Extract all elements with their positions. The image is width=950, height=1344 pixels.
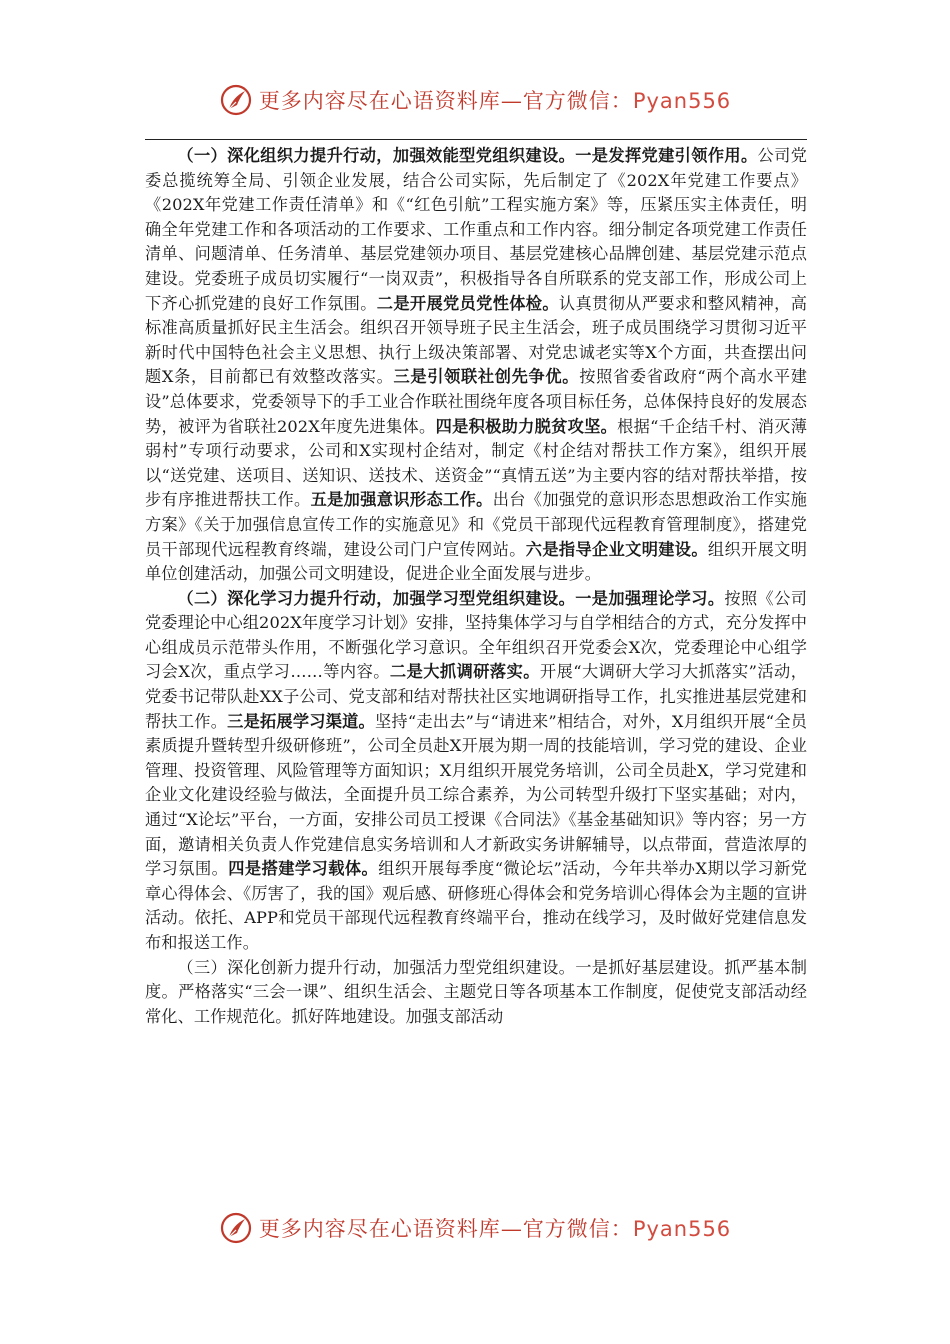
paragraph-section-3 [145,956,807,1030]
bold-heading-run: 二是大抓调研落实。 [389,662,540,682]
text-run: 认真贯彻从严要求和整风精神，高标准高质量抓好民主生活会。组织召开领导班子民主生活会，班子成员围绕学习贯彻习近平新时代中国特色社会主义思想、执行上级决策部署、对党忠诚老实等X个方面，共查摆出问题X条，目前都已有效整改落实。 [145,293,807,387]
document-body [145,144,807,1029]
header-site-name: 更多内容尽在心语资料库 [258,89,501,113]
header-wechat-label: 官方微信： [522,89,633,113]
header-banner [0,80,950,120]
footer-separator: — [500,1217,523,1241]
footer-site-name: 更多内容尽在心语资料库 [258,1217,501,1241]
paragraph-section-2 [145,587,807,956]
quill-logo-icon [219,83,253,117]
header-separator: — [500,89,523,113]
bold-heading-run: 五是加强意识形态工作。 [310,490,493,510]
footer-banner [0,1208,950,1248]
bold-heading-run: 二是开展党员党性体检。 [376,293,559,313]
text-run: 出台《加强党的意识形态思想政治工作实施方案》《关于加强信息宣传工作的实施意见》和《党员干部现代远程教育管理制度》，搭建党员干部现代远程教育终端，建设公司门户宣传网站。 [145,490,807,559]
text-run: 按照省委省政府“两个高水平建设”总体要求，党委领导下的手工业合作联社围绕年度各项目标任务，总体保持良好的发展态势，被评为省联社202X年度先进集体。 [145,367,807,436]
text-run: 公司党委总揽统筹全局、引领企业发展，结合公司实际，先后制定了《202X年党建工作要点》《202X年党建工作责任清单》和《“红色引航”工程实施方案》等，压紧压实主体责任，明确全年党建工作和各项活动的工作要求、工作重点和工作内容。细分制定各项党建工作责任清单、问题清单、任务清单、基层党建领办项目、基层党建核心品牌创建、基层党建示范点建设。党委班子成员切实履行“一岗双责”，积极指导各自所联系的党支部工作，形成公司上下齐心抓党建的良好工作氛围。 [145,146,807,313]
footer-text [259,1213,731,1243]
text-run: （三）深化创新力提升行动，加强活力型党组织建设。一是抓好基层建设。抓严基本制度。严格落实“三会一课”、组织生活会、主题党日等各项基本工作制度，促使党支部活动经常化、工作规范化。抓好阵地建设。加强支部活动 [145,957,807,1026]
bold-heading-run: （二）深化学习力提升行动，加强学习型党组织建设。一是加强理论学习。 [177,588,725,608]
text-run: 根据“千企结千村、消灭薄弱村”专项行动要求，公司和X实现村企结对，制定《村企结对帮扶工作方案》，组织开展以“送党建、送项目、送知识、送技术、送资金”“真情五送”为主要内容的结对帮扶举措，按步有序推进帮扶工作。 [145,416,807,510]
header-divider [145,139,807,140]
text-run: 组织开展每季度“微论坛”活动，今年共举办X期以学习新党章心得体会、《厉害了，我的国》观后感、研修班心得体会和党务培训心得体会为主题的宣讲活动。依托、APP和党员干部现代远程教育终端平台，推动在线学习，及时做好党建信息发布和报送工作。 [145,859,808,952]
bold-heading-run: 三是拓展学习渠道。 [227,711,375,731]
bold-heading-run: （一）深化组织力提升行动，加强效能型党组织建设。一是发挥党建引领作用。 [177,146,758,165]
bold-heading-run: 六是指导企业文明建设。 [525,539,708,559]
header-text [259,85,731,115]
quill-logo-icon [219,1211,253,1245]
footer-wechat-label: 官方微信： [522,1217,633,1241]
footer-wechat-id: Pyan556 [632,1217,732,1241]
bold-heading-run: 三是引领联社创先争优。 [393,367,580,387]
text-run: 开展“大调研大学习大抓落实”活动，党委书记带队赴XX子公司、党支部和结对帮扶社区实地调研指导工作，扎实推进基层党建和帮扶工作。 [145,662,807,731]
header-wechat-id: Pyan556 [632,89,732,113]
bold-heading-run: 四是搭建学习载体。 [228,859,379,879]
text-run: 按照《公司党委理论中心组202X年度学习计划》安排，坚持集体学习与自学相结合的方式，充分发挥中心组成员示范带头作用，不断强化学习意识。全年组织召开党委会X次，党委理论中心组学习会X次，重点学习……等内容。 [145,588,807,682]
bold-heading-run: 四是积极助力脱贫攻坚。 [435,416,618,436]
paragraph-section-1 [145,144,807,587]
text-run: 组织开展文明单位创建活动，加强公司文明建设，促进企业全面发展与进步。 [145,539,807,584]
text-run: 坚持“走出去”与“请进来”相结合，对外，X月组织开展“全员素质提升暨转型升级研修班”，公司全员赴X开展为期一周的技能培训，学习党的建设、企业管理、投资管理、风险管理等方面知识；X月组织开展党务培训，公司全员赴X，学习党建和企业文化建设经验与做法，全面提升员工综合素养，为公司转型升级打下坚实基础；对内，通过“X论坛”平台，一方面，安排公司员工授课《合同法》《基金基础知识》等内容；另一方面，邀请相关负责人作党建信息实务培训和人才新政实务讲解辅导，以点带面，营造浓厚的学习氛围。 [145,711,807,879]
